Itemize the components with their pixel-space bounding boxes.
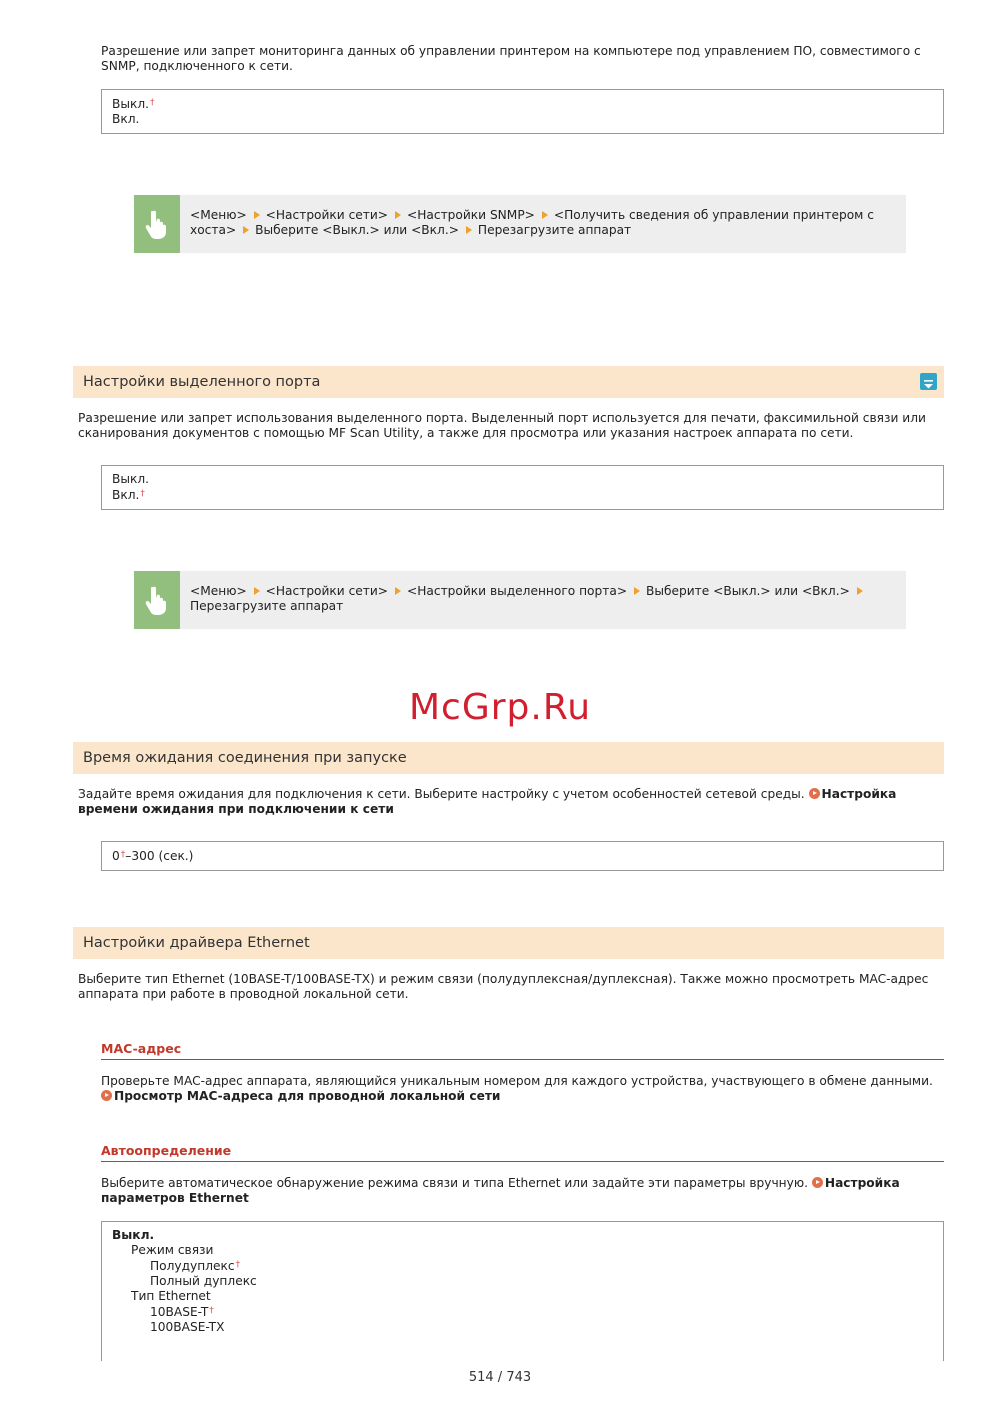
section-title: Настройки выделенного порта xyxy=(83,374,321,390)
subheading-auto-detect: Автоопределение xyxy=(101,1143,944,1162)
arrow-right-icon xyxy=(395,211,401,219)
default-marker: † xyxy=(235,1260,241,1270)
default-marker: † xyxy=(209,1306,214,1316)
section-title: Настройки драйвера Ethernet xyxy=(83,935,310,951)
step-select: Выберите <Выкл.> или <Вкл.> xyxy=(255,223,459,237)
mac-address-description: Проверьте MAC-адрес аппарата, являющийся уникальным номером для каждого устройства, участвующего в обмене данными. Просмотр MAC-адреса для проводной локальной сети xyxy=(101,1074,933,1103)
snmp-option-on: Вкл. xyxy=(112,112,140,126)
ethernet-settings-link[interactable]: Настройка параметров Ethernet xyxy=(101,1176,900,1205)
dedicated-port-steps-text xyxy=(180,571,906,629)
option-half-duplex: Полудуплекс† xyxy=(150,1259,241,1273)
ethernet-type-label: Тип Ethernet xyxy=(131,1289,211,1303)
option-100base-tx: 100BASE-TX xyxy=(150,1320,225,1334)
option-full-duplex: Полный дуплекс xyxy=(150,1274,257,1288)
comm-mode-label: Режим связи xyxy=(131,1243,214,1257)
snmp-options-box xyxy=(101,89,944,134)
dedicated-port-description: Разрешение или запрет использования выделенного порта. Выделенный порт используется для печати, факсимильной связи или сканирования документов с помощью MF Scan Utility, а также для просмотра или указания настроек аппарата по сети. xyxy=(78,411,926,440)
hand-pointer-icon xyxy=(134,195,180,253)
collapse-icon[interactable] xyxy=(920,373,937,390)
section-header-ethernet-driver xyxy=(73,927,944,959)
mac-address-link[interactable]: Просмотр MAC-адреса для проводной локальной сети xyxy=(114,1089,501,1103)
auto-option-off: Выкл. xyxy=(112,1228,155,1242)
step-get-printer-mgmt: <Получить сведения об управлении принтером с хоста> xyxy=(190,208,874,237)
hand-pointer-icon xyxy=(134,571,180,629)
startup-wait-description: Задайте время ожидания для подключения к сети. Выберите настройку с учетом особенностей сетевой среды. Настройка времени ожидания при подключении к сети xyxy=(78,787,897,816)
startup-wait-range-box xyxy=(101,841,944,871)
step-snmp-settings: <Настройки SNMP> xyxy=(407,208,535,222)
step-menu: <Меню> xyxy=(190,208,247,222)
startup-wait-link[interactable]: Настройка времени ожидания при подключении к сети xyxy=(78,787,897,816)
arrow-right-icon xyxy=(254,211,260,219)
dedicated-port-option-off: Выкл. xyxy=(112,472,150,486)
auto-detect-options-box xyxy=(101,1221,944,1361)
section-title: Время ожидания соединения при запуске xyxy=(83,750,407,766)
step-select: Выберите <Выкл.> или <Вкл.> xyxy=(646,584,850,598)
section-header-startup-wait xyxy=(73,742,944,774)
range-start: 0 xyxy=(112,849,120,863)
dedicated-port-option-on: Вкл.† xyxy=(112,488,145,502)
arrow-right-icon xyxy=(395,587,401,595)
step-restart: Перезагрузите аппарат xyxy=(190,599,344,613)
snmp-description: Разрешение или запрет мониторинга данных об управлении принтером на компьютере под управлением ПО, совместимого с SNMP, подключенного к сети. xyxy=(101,44,921,73)
step-restart: Перезагрузите аппарат xyxy=(477,223,632,237)
link-arrow-icon xyxy=(812,1177,823,1188)
section-header-dedicated-port xyxy=(73,366,944,398)
subheading-mac-address: MAC-адрес xyxy=(101,1041,944,1060)
range-rest: –300 (сек.) xyxy=(125,849,194,863)
arrow-right-icon xyxy=(542,211,548,219)
snmp-steps-text xyxy=(180,195,906,253)
page-number: 514 / 743 xyxy=(468,1370,532,1385)
default-marker: † xyxy=(120,850,126,860)
link-arrow-icon xyxy=(101,1090,112,1101)
default-marker: † xyxy=(150,98,155,108)
option-10base-t: 10BASE-T† xyxy=(150,1305,214,1319)
arrow-right-icon xyxy=(857,587,863,595)
default-marker: † xyxy=(140,489,145,499)
arrow-right-icon xyxy=(466,226,472,234)
snmp-option-off: Выкл.† xyxy=(112,97,155,111)
arrow-right-icon xyxy=(634,587,640,595)
step-network-settings: <Настройки сети> xyxy=(265,584,389,598)
link-arrow-icon xyxy=(809,788,820,799)
arrow-right-icon xyxy=(243,226,249,234)
watermark: McGrp.Ru xyxy=(408,687,592,728)
snmp-operation-steps xyxy=(134,195,906,253)
auto-detect-description: Выберите автоматическое обнаружение режима связи и типа Ethernet или задайте эти параметры вручную. Настройка параметров Ethernet xyxy=(101,1176,900,1205)
step-network-settings: <Настройки сети> xyxy=(265,208,389,222)
dedicated-port-options-box xyxy=(101,465,944,510)
step-dedicated-port-settings: <Настройки выделенного порта> xyxy=(407,584,628,598)
ethernet-driver-description: Выберите тип Ethernet (10BASE-T/100BASE-TX) и режим связи (полудуплексная/дуплексная). Также можно просмотреть MAC-адрес аппарата при работе в проводной локальной сети. xyxy=(78,972,929,1001)
dedicated-port-operation-steps xyxy=(134,571,906,629)
step-menu: <Меню> xyxy=(190,584,247,598)
arrow-right-icon xyxy=(254,587,260,595)
